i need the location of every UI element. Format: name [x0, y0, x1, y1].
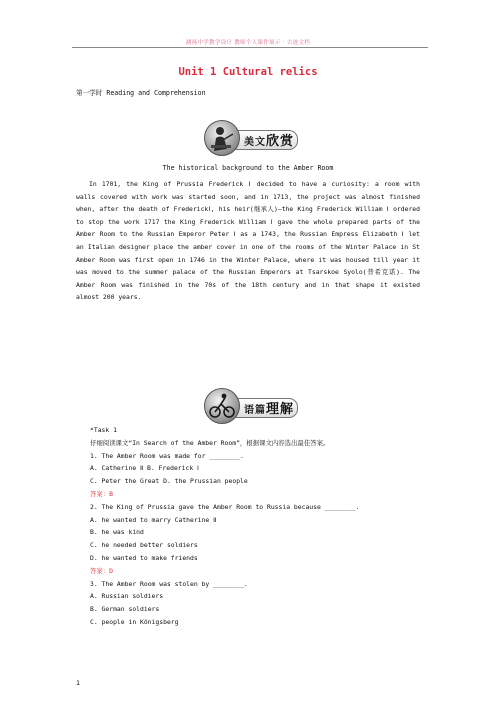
- question-1: 1. The Amber Room was made for ________.: [90, 451, 244, 460]
- header-rule: [72, 47, 428, 48]
- page-number: 1: [76, 679, 81, 687]
- answer-1: 答案：B: [90, 489, 114, 498]
- article-body: In 1701, the King of Prussia Frederick Ⅰ decided to have a curiosity: a room with walls covered with work was started soon, and in 1713, the project was almost finished when, after the death of FrederickⅠ, his heir(继承人)—the King Frederick William Ⅰ ordered to stop the work 1717 the King Frederick William Ⅰ gave the whole prepared parts of the Amber Room to the Russian Emperor Peter Ⅰ as a 1743, the Russian Empress Elizabeth Ⅰ let an Italian designer place the amber cover in one of the rooms of the Winter Palace in St Amber Room was first open in 1746 in the Winter Palace, where it was housed till year it was moved to the summer palace of the Russian Emperors at Tsarskoe Syolo(普希克诺). The Amber Room was finished in the 70s of the 18th century and in that shape it existed almost 200 years.: [76, 180, 420, 302]
- writer-emblem-icon: [204, 120, 240, 156]
- banner2-char2: 篇: [255, 405, 265, 416]
- lesson-label: 第一学时 Reading and Comprehension: [76, 89, 206, 97]
- question-1-options-cd: C. Peter the Great D. the Prussian people: [90, 477, 248, 486]
- task-instruction: 仔细阅读课文“In Search of the Amber Room”，根据课文内容选出最佳答案。: [90, 438, 330, 447]
- banner2-char1: 语: [244, 405, 254, 416]
- question-2-option-b: B. he was kind: [90, 528, 144, 537]
- question-2-option-a: A. he wanted to marry Catherine Ⅱ: [90, 515, 217, 524]
- document-title: Unit 1 Cultural relics: [178, 66, 318, 78]
- banner2-char4: 解: [280, 402, 294, 417]
- banner1-char2: 文: [255, 137, 265, 148]
- banner1-char3: 欣: [266, 134, 280, 149]
- question-3-option-c: C. people in Königsberg: [90, 617, 179, 626]
- article-title: The historical background to the Amber Room: [162, 164, 334, 172]
- answer-2: 答案：D: [90, 566, 114, 575]
- banner1-char4: 赏: [280, 134, 294, 149]
- question-3-option-a: A. Russian soldiers: [90, 592, 164, 601]
- question-2-option-d: D. he wanted to make friends: [90, 553, 198, 562]
- cyclist-emblem-icon: [204, 388, 240, 424]
- question-3-option-b: B. German soldiers: [90, 605, 160, 614]
- section-banner-comprehension: [204, 388, 296, 422]
- task-section: [90, 424, 420, 629]
- task-label: *Task 1: [90, 426, 117, 434]
- question-3: 3. The Amber Room was stolen by ________.: [90, 579, 248, 588]
- banner2-char3: 理: [266, 402, 280, 417]
- banner1-char1: 美: [244, 137, 254, 148]
- question-2: 2. The King of Prussia gave the Amber Room to Russia because ________.: [90, 502, 360, 511]
- question-1-options-ab: A. Catherine Ⅱ B. Frederick Ⅰ: [90, 464, 199, 473]
- question-2-option-c: C. he needed better soldiers: [90, 541, 198, 550]
- section-banner-appreciation: [204, 120, 296, 154]
- header-note: 涵扬中学教学设计 教师个人课件展示 · 古迹文档: [185, 40, 311, 46]
